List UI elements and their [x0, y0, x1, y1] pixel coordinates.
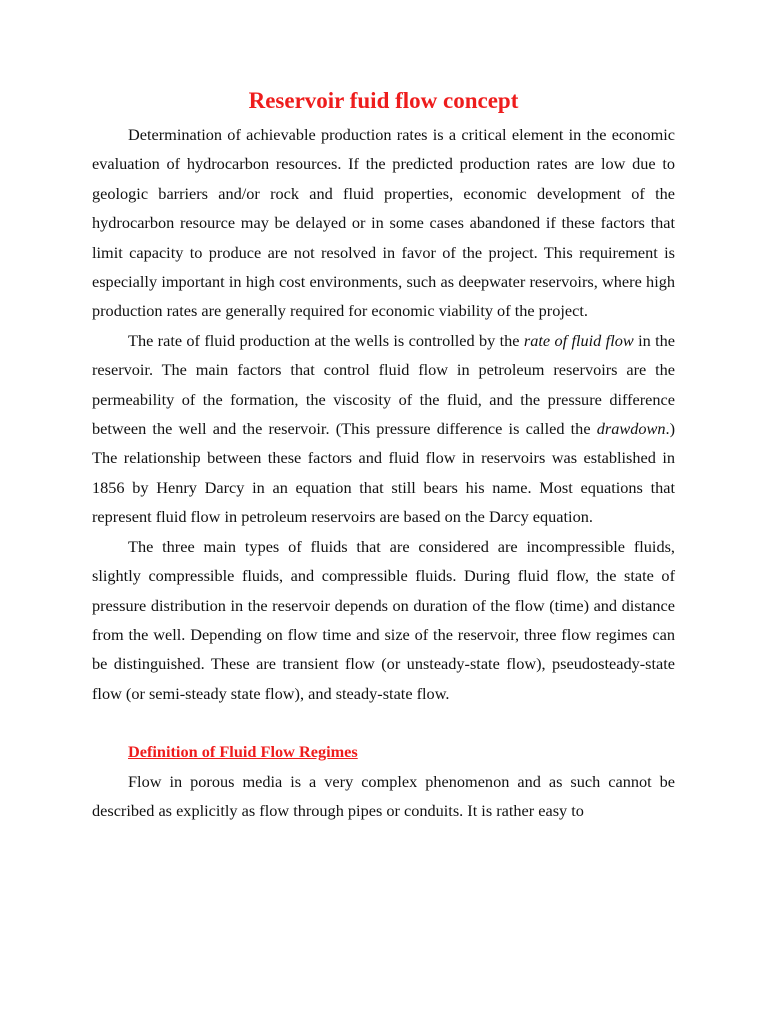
paragraph-fluid-production — [92, 326, 675, 532]
paragraph-text: The rate of fluid production at the wells is controlled by the — [128, 330, 524, 350]
paragraph-porous-media: Flow in porous media is a very complex phenomenon and as such cannot be described as explicitly as flow through pipes or conduits. It is rather easy to — [92, 771, 675, 820]
emphasis-rate-of-fluid-flow: rate of fluid flow — [523, 330, 634, 350]
paragraph-production-rates: Determination of achievable production rates is a critical element in the economic evaluation of hydrocarbon resources. If the predicted production rates are low due to geologic barriers and/or rock and fluid properties, economic development of the hydrocarbon resource may be delayed or in some cases abandoned if these factors that limit capacity to produce are not resolved in favor of the project. This requirement is especially important in high cost environments, such as deepwater reservoirs, where high production rates are generally required for economic viability of the project. — [92, 125, 675, 321]
paragraph-text: in the reservoir. The main factors that control fluid flow in petroleum reservoirs are the permeability of the formation, the viscosity of the fluid, and the pressure difference between the well and the reservoir. (This pressure difference is called the — [92, 330, 675, 439]
document-page — [92, 84, 675, 825]
emphasis-drawdown: drawdown — [596, 419, 666, 439]
paragraph-fluid-types: The three main types of fluids that are considered are incompressible fluids, slightly compressible fluids, and compressible fluids. During fluid flow, the state of pressure distribution in the reservoir depends on duration of the flow (time) and distance from the well. Depending on flow time and size of the reservoir, three flow regimes can be distinguished. These are transient flow (or unsteady-state flow), pseudosteady-state flow (or semi-steady state flow), and steady-state flow. — [92, 536, 675, 703]
paragraph-text: .) The relationship between these factors and fluid flow in reservoirs was established in 1856 by Henry Darcy in an equation that still bears his name. Most equations that represent fluid flow in petroleum reservoirs are based on the Darcy equation. — [92, 419, 675, 527]
section-heading-flow-regimes: Definition of Fluid Flow Regimes — [128, 742, 358, 762]
page-title: Reservoir fuid flow concept — [248, 88, 519, 113]
